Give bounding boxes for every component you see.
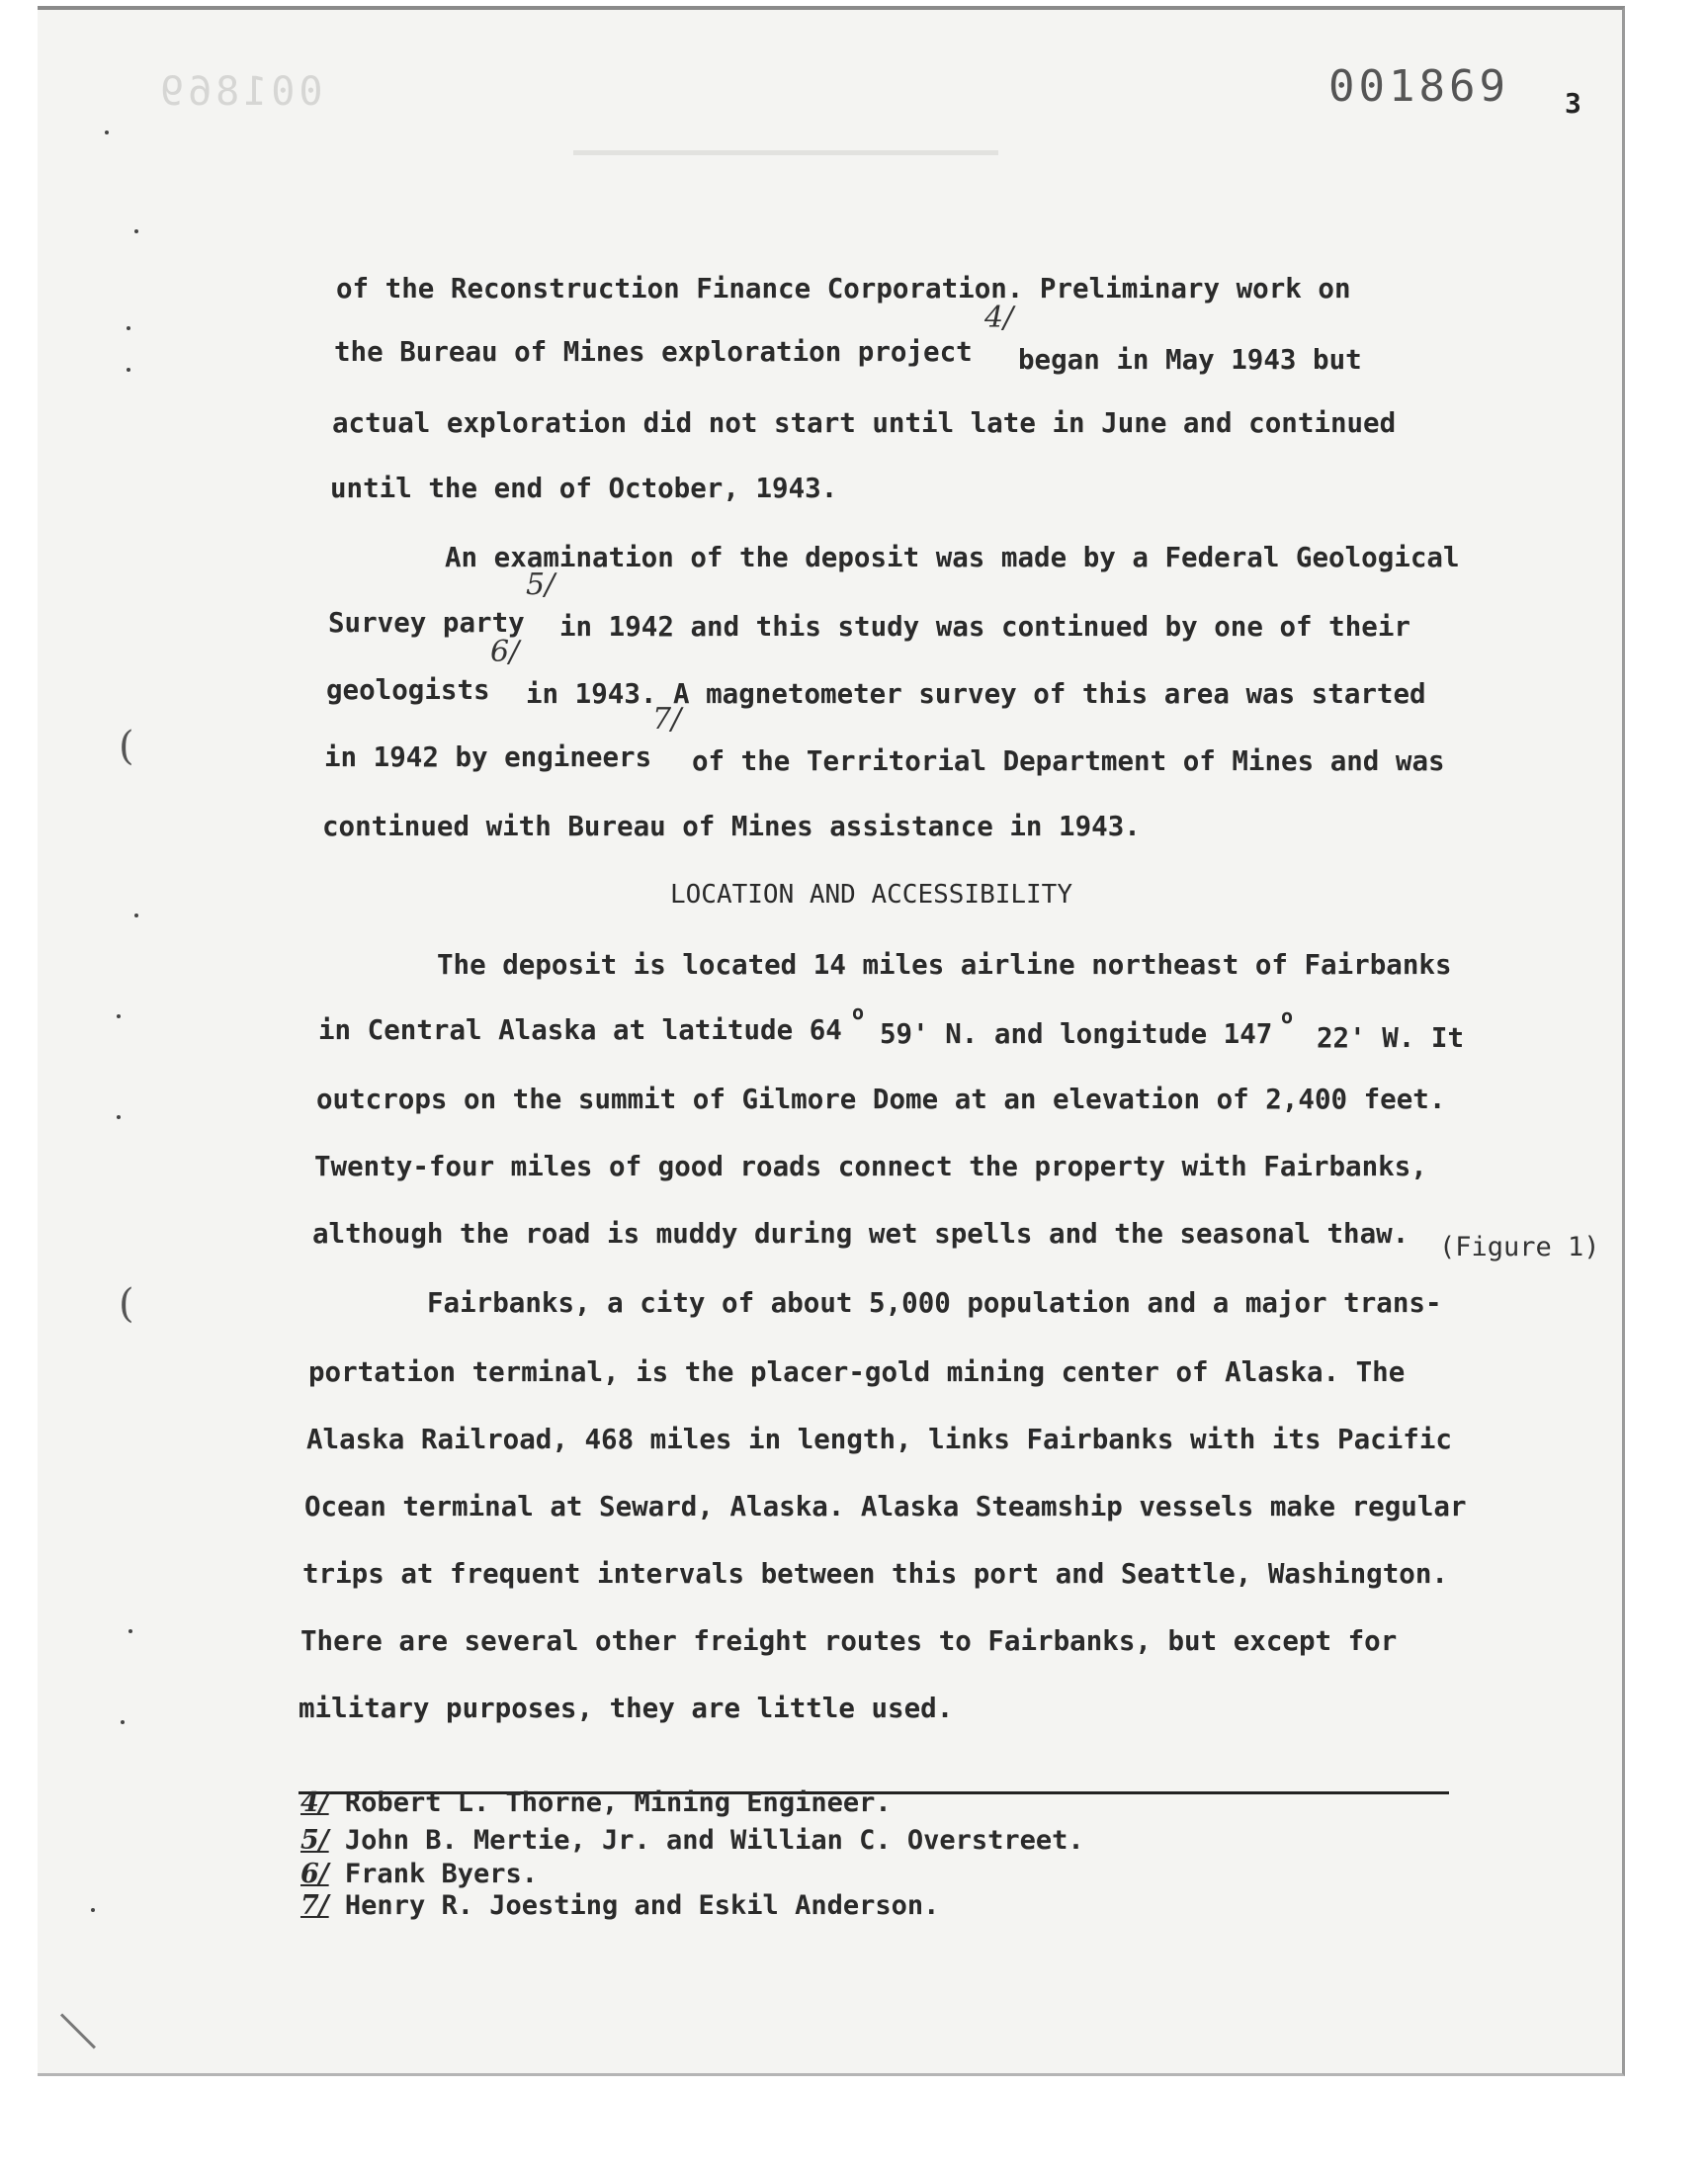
- punch-hole-mark: (: [119, 1281, 134, 1327]
- document-number: 001869: [1328, 61, 1509, 112]
- footnote-6: [300, 1859, 538, 1889]
- punch-hole-mark: (: [119, 724, 134, 769]
- body-line: Ocean terminal at Seward, Alaska. Alaska Steamship vessels make regular: [304, 1491, 1467, 1522]
- body-line: of the Reconstruction Finance Corporation. Preliminary work on: [336, 273, 1351, 304]
- body-line: until the end of October, 1943.: [330, 473, 838, 504]
- footnote-text: Robert L. Thorne, Mining Engineer.: [344, 1787, 892, 1818]
- body-line: 59' N. and longitude 147: [880, 1018, 1273, 1050]
- footnote-ref-6: 6/: [490, 635, 520, 669]
- page-number: 3: [1565, 87, 1581, 120]
- scan-speck: [121, 1720, 125, 1724]
- scan-speck: [134, 229, 138, 233]
- body-line: the Bureau of Mines exploration project: [334, 336, 973, 368]
- footnote-7: [300, 1890, 939, 1921]
- scan-speck: [128, 1629, 132, 1633]
- footnote-4: [300, 1787, 892, 1818]
- footnote-mark: 4/: [300, 1787, 329, 1818]
- body-line: portation terminal, is the placer-gold mining center of Alaska. The: [308, 1356, 1406, 1388]
- body-line: geologists: [326, 674, 490, 706]
- footnote-text: Henry R. Joesting and Eskil Anderson.: [344, 1890, 940, 1921]
- footnote-text: John B. Mertie, Jr. and Willian C. Overstreet.: [344, 1825, 1084, 1856]
- degree-mark: o: [1281, 1004, 1294, 1028]
- body-line: Twenty-four miles of good roads connect the property with Fairbanks,: [314, 1151, 1427, 1182]
- body-line: in 1942 and this study was continued by one of their: [559, 611, 1410, 643]
- section-heading: LOCATION AND ACCESSIBILITY: [670, 880, 1072, 910]
- footnote-mark: 6/: [300, 1859, 329, 1889]
- scan-speck: [117, 1115, 121, 1119]
- footnote-5: [300, 1825, 1084, 1856]
- body-line: actual exploration did not start until late in June and continued: [332, 407, 1397, 439]
- faint-bleed-line: [573, 150, 998, 155]
- scan-speck: [127, 368, 130, 372]
- body-line: outcrops on the summit of Gilmore Dome at an elevation of 2,400 feet.: [316, 1084, 1446, 1115]
- footnote-text: Frank Byers.: [344, 1859, 538, 1889]
- degree-mark: o: [852, 1000, 865, 1024]
- body-line: An examination of the deposit was made by a Federal Geological: [445, 542, 1460, 573]
- body-line: although the road is muddy during wet spells and the seasonal thaw.: [312, 1218, 1409, 1250]
- body-line: The deposit is located 14 miles airline northeast of Fairbanks: [437, 949, 1452, 981]
- footnote-ref-4: 4/: [984, 301, 1014, 335]
- body-line: 22' W. It: [1317, 1022, 1465, 1054]
- bleed-through-number: 001869: [156, 69, 323, 115]
- body-line: in Central Alaska at latitude 64: [318, 1014, 842, 1046]
- body-line: military purposes, they are little used.: [299, 1693, 954, 1724]
- scan-speck: [117, 1014, 121, 1018]
- body-line: Fairbanks, a city of about 5,000 population and a major trans-: [427, 1287, 1442, 1319]
- scan-speck: [105, 130, 109, 134]
- body-line: trips at frequent intervals between this port and Seattle, Washington.: [302, 1558, 1448, 1590]
- footnote-ref-7: 7/: [652, 702, 682, 737]
- figure-reference: (Figure 1): [1439, 1232, 1600, 1262]
- scan-speck: [134, 914, 138, 917]
- footnote-mark: 7/: [300, 1890, 329, 1921]
- body-line: There are several other freight routes to Fairbanks, but except for: [300, 1625, 1398, 1657]
- footnote-ref-5: 5/: [526, 567, 555, 602]
- body-line: in 1943. A magnetometer survey of this area was started: [526, 678, 1426, 710]
- body-line: began in May 1943 but: [1018, 344, 1362, 376]
- body-line: Survey party: [328, 607, 525, 639]
- body-line: continued with Bureau of Mines assistance in 1943.: [322, 811, 1141, 842]
- scan-speck: [127, 326, 130, 330]
- footnote-mark: 5/: [300, 1825, 329, 1856]
- body-line: of the Territorial Department of Mines and was: [692, 745, 1445, 777]
- scan-speck: [91, 1908, 95, 1912]
- body-line: in 1942 by engineers: [324, 741, 652, 773]
- body-line: Alaska Railroad, 468 miles in length, links Fairbanks with its Pacific: [306, 1424, 1452, 1455]
